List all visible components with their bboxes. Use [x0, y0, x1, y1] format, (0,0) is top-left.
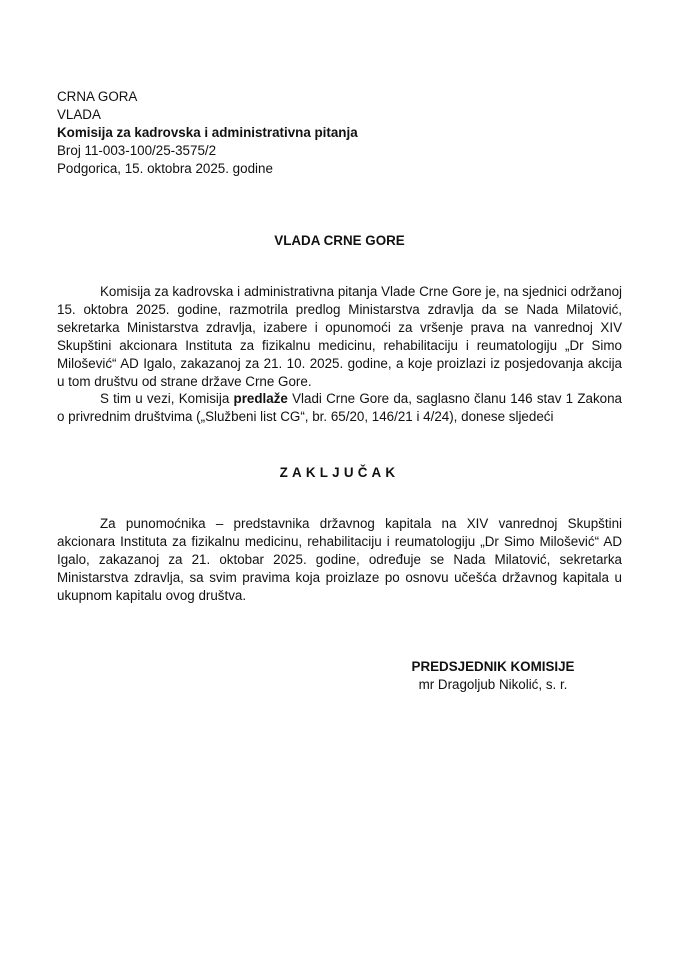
conclusion-paragraph: Za punomoćnika – predstavnika državnog kapitala na XIV vanrednoj Skupštini akcionara Instituta za fizikalnu medicinu, rehabilitaciju i reumatologiju „Dr Simo Milošević“ AD Igalo, zakazanoj za 21. oktobar 2025. godine, određuje se Nada Milatović, sekretarka Ministarstva zdravlja, sa svim pravima koja proizlaze po osnovu učešća državnog kapitala u ukupnom kapitalu ovog društva.: [57, 516, 622, 603]
document-number: Broj 11-003-100/25-3575/2: [57, 143, 217, 158]
signature-role: PREDSJEDNIK KOMISIJE: [411, 659, 575, 674]
addressee-title: VLADA CRNE GORE: [274, 233, 405, 248]
document-header: [57, 88, 358, 178]
proposal-text-start: S tim u vezi, Komisija: [100, 391, 234, 406]
commission-name: Komisija za kadrovska i administrativna pitanja: [57, 125, 358, 140]
signature-name: mr Dragoljub Nikolić, s. r.: [418, 677, 568, 692]
place-and-date: Podgorica, 15. oktobra 2025. godine: [57, 161, 273, 176]
conclusion-title: ZAKLJUČAK: [279, 465, 400, 480]
proposal-text-end: Vladi Crne Gore da, saglasno članu 146 stav 1 Zakona o privrednim društvima („Službeni list CG“, br. 65/20, 146/21 i 4/24), donese sljedeći: [57, 391, 622, 424]
proposal-paragraph: [57, 390, 622, 426]
intro-paragraph: Komisija za kadrovska i administrativna pitanja Vlade Crne Gore je, na sjednici održanoj 15. oktobra 2025. godine, razmotrila predlog Ministarstva zdravlja da se Nada Milatović, sekretarka Ministarstva zdravlja, izabere i opunomoći za vršenje prava na vanrednoj XIV Skupštini akcionara Instituta za fizikalnu medicinu, rehabilitaciju i reumatologiju „Dr Simo Milošević“ AD Igalo, zakazanoj za 21. 10. 2025. godine, a koje proizlazi iz posjedovanja akcija u tom društvu od strane države Crne Gore.: [57, 284, 622, 389]
proposal-emphasis: predlaže: [233, 391, 288, 406]
country-name: CRNA GORA: [57, 89, 138, 104]
signature-block: [370, 658, 616, 694]
government-name: VLADA: [57, 107, 101, 122]
